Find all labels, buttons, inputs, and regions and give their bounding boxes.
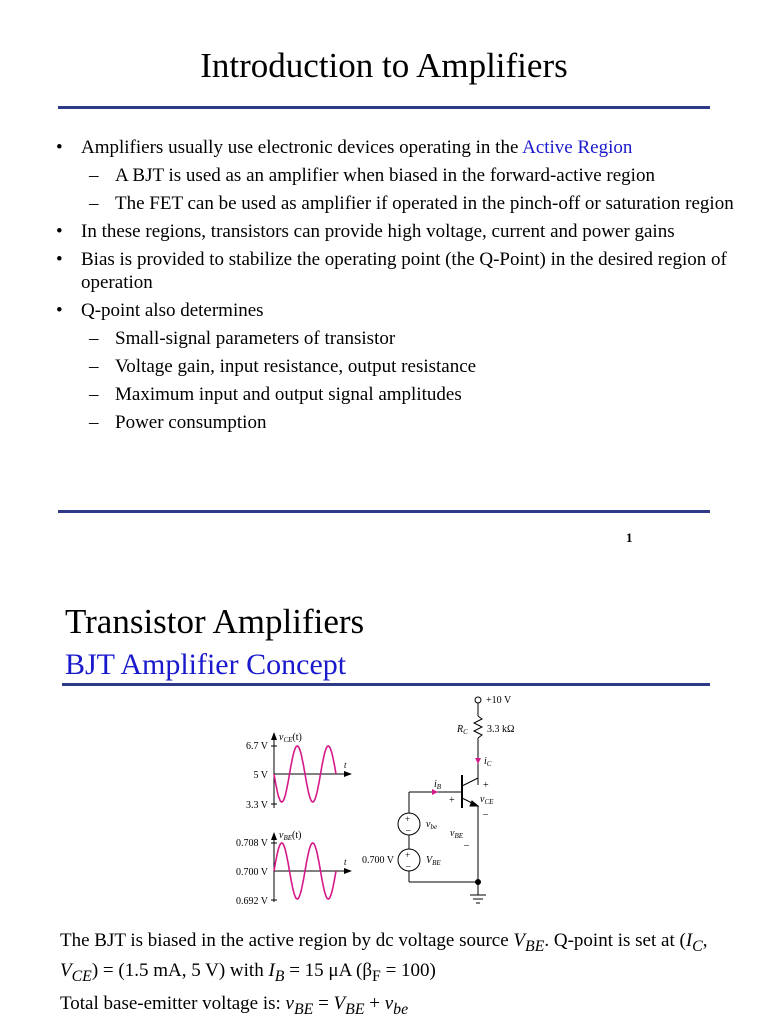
bullet-text: Amplifiers usually use electronic devices operating in the xyxy=(81,137,523,158)
vce-t-arrow xyxy=(344,771,352,777)
vce-circuit-label: $v_{CE}$ xyxy=(480,794,494,806)
slide2-subtitle: BJT Amplifier Concept xyxy=(65,648,347,681)
dc-source-label: $V_{BE}$ xyxy=(426,855,441,867)
bullet-text: A BJT is used as an amplifier when biased in the forward-active region xyxy=(115,165,655,186)
ic-label: $i_C$ xyxy=(484,756,492,768)
dash-marker: – xyxy=(89,328,99,349)
vbe-total-label: $v_{BE}$ xyxy=(450,828,464,840)
vce-tick-high: 6.7 V xyxy=(245,741,268,752)
bullet-text: In these regions, transistors can provide high voltage, current and power gains xyxy=(81,221,675,242)
vbe-y-arrow xyxy=(271,832,277,840)
supply-label: +10 V xyxy=(486,695,512,706)
vbe-axis-label: $v_{BE}(t)$ xyxy=(279,830,302,842)
vbe-tick-low: 0.692 V xyxy=(235,896,268,907)
sub-bullet-item xyxy=(56,192,736,215)
slide1-title: Introduction to Amplifiers xyxy=(200,46,568,85)
bullet-text: The FET can be used as amplifier if operated in the pinch-off or saturation region xyxy=(115,193,734,214)
vbe-time-label: t xyxy=(344,857,347,867)
footer-divider xyxy=(58,510,710,513)
dash-marker: – xyxy=(89,384,99,405)
rc-value: 3.3 kΩ xyxy=(487,724,515,735)
sub-bullet-item xyxy=(56,164,736,187)
ac-minus: – xyxy=(406,825,411,835)
vce-time-label: t xyxy=(344,760,347,770)
rc-label: $R_C$ xyxy=(457,724,468,736)
vce-waveform-graph xyxy=(246,732,352,811)
ic-arrow xyxy=(475,758,481,764)
sub-bullet-item xyxy=(56,411,736,434)
page-number: 1 xyxy=(626,530,633,545)
vbe-plus: + xyxy=(449,795,455,806)
title-divider xyxy=(58,106,710,109)
dash-marker: – xyxy=(89,356,99,377)
vbe-t-arrow xyxy=(344,868,352,874)
vbe-tick-mid: 0.700 V xyxy=(235,867,268,878)
ac-plus: + xyxy=(405,814,411,824)
sub-bullet-item xyxy=(56,383,736,406)
vbe-tick-high: 0.708 V xyxy=(235,838,268,849)
bjt-amplifier-figure xyxy=(228,690,528,915)
collector-resistor xyxy=(474,716,482,738)
subtitle-divider xyxy=(62,683,710,686)
bullet-marker: • xyxy=(56,221,63,242)
bullet-text: Power consumption xyxy=(115,412,267,433)
bullet-list xyxy=(56,136,736,439)
bullet-item xyxy=(56,299,736,322)
ac-source-label: $v_{be}$ xyxy=(426,819,438,831)
bullet-item xyxy=(56,248,736,294)
vce-y-arrow xyxy=(271,732,277,740)
bullet-marker: • xyxy=(56,300,63,321)
dc-source-value: 0.700 V xyxy=(361,855,394,866)
bullet-text: Small-signal parameters of transistor xyxy=(115,328,396,349)
total-voltage-paragraph: Total base-emitter voltage is: $v_{BE} = V_{BE} + v_{be}$ xyxy=(60,993,409,1018)
sub-bullet-item xyxy=(56,327,736,350)
dash-marker: – xyxy=(89,165,99,186)
bullet-text: Maximum input and output signal amplitudes xyxy=(115,384,462,405)
dash-marker: – xyxy=(89,193,99,214)
vbe-minus: – xyxy=(464,840,469,851)
vce-plus: + xyxy=(483,780,489,791)
dash-marker: – xyxy=(89,412,99,433)
bullet-marker: • xyxy=(56,137,63,158)
bjt-circuit xyxy=(398,697,486,903)
vce-tick-mid: 5 V xyxy=(253,770,268,781)
dc-minus: – xyxy=(406,861,411,871)
slide2-title: Transistor Amplifiers xyxy=(65,602,365,641)
active-region-highlight: Active Region xyxy=(522,137,633,158)
vbe-waveform-graph xyxy=(236,830,352,907)
dc-plus: + xyxy=(405,850,411,860)
bullet-text: Bias is provided to stabilize the operating point (the Q-Point) in the desired region of operation xyxy=(81,249,727,293)
bullet-marker: • xyxy=(56,249,63,270)
vce-minus: – xyxy=(483,809,488,820)
bullet-item xyxy=(56,136,736,159)
bias-paragraph: The BJT is biased in the active region by dc voltage source $V_{BE}$. Q-point is set at ($I_C$, $V_{CE}) = (1.5$ mA, 5 V) with $I_B = 15$ μA $(\beta_F = 100)$ xyxy=(60,930,708,985)
bullet-item xyxy=(56,220,736,243)
vce-tick-low: 3.3 V xyxy=(245,800,268,811)
sub-bullet-item xyxy=(56,355,736,378)
bullet-text: Q-point also determines xyxy=(81,300,264,321)
vce-axis-label: $v_{CE}(t)$ xyxy=(279,732,302,744)
ib-label: $i_B$ xyxy=(434,779,442,791)
supply-terminal xyxy=(475,697,481,703)
bullet-text: Voltage gain, input resistance, output resistance xyxy=(115,356,477,377)
